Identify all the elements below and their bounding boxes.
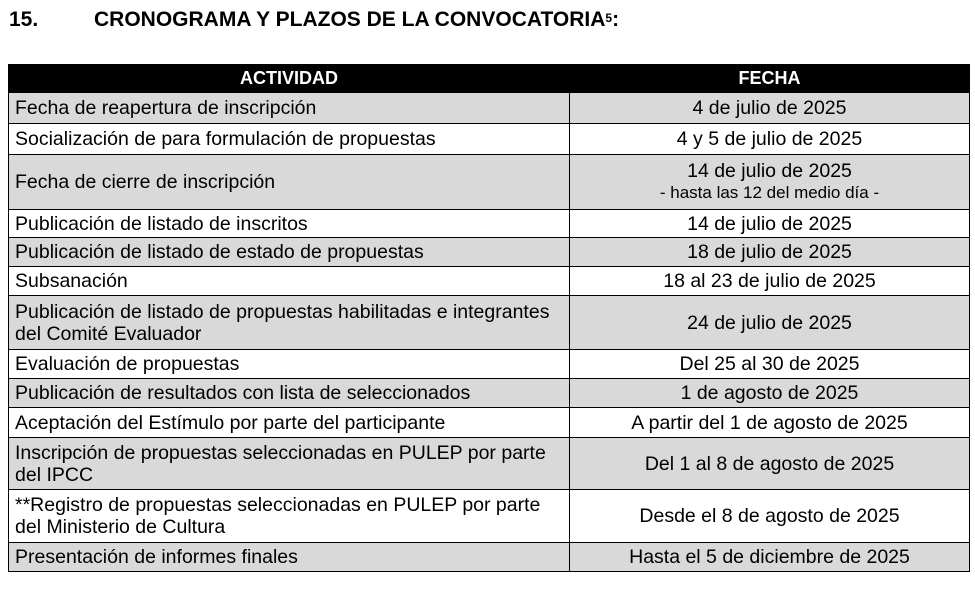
table-row — [9, 543, 970, 572]
table-row — [9, 155, 970, 210]
table-row — [9, 124, 970, 155]
section-heading — [9, 5, 619, 35]
header-fecha: FECHA — [570, 65, 970, 93]
actividad-cell: Inscripción de propuestas seleccionadas en PULEP por parte del IPCC — [9, 438, 570, 490]
table-row — [9, 267, 970, 296]
actividad-cell: Socialización de para formulación de propuestas — [9, 124, 570, 155]
section-title: CRONOGRAMA Y PLAZOS DE LA CONVOCATORIA — [94, 8, 606, 31]
fecha-cell: 4 y 5 de julio de 2025 — [570, 124, 970, 155]
table-row — [9, 296, 970, 350]
table-row — [9, 93, 970, 124]
section-number: 15. — [9, 8, 39, 31]
actividad-cell: Publicación de resultados con lista de seleccionados — [9, 379, 570, 408]
actividad-cell: Subsanación — [9, 267, 570, 296]
heading-colon: : — [612, 8, 620, 31]
actividad-cell: Publicación de listado de propuestas habilitadas e integrantes del Comité Evaluador — [9, 296, 570, 350]
actividad-cell: Fecha de cierre de inscripción — [9, 155, 570, 210]
fecha-cell: 18 de julio de 2025 — [570, 238, 970, 267]
actividad-cell: Evaluación de propuestas — [9, 350, 570, 379]
actividad-cell: Fecha de reapertura de inscripción — [9, 93, 570, 124]
header-actividad: ACTIVIDAD — [9, 65, 570, 93]
actividad-cell: Publicación de listado de estado de propuestas — [9, 238, 570, 267]
actividad-cell: **Registro de propuestas seleccionadas en PULEP por parte del Ministerio de Cultura — [9, 490, 570, 543]
table-row — [9, 350, 970, 379]
fecha-cell: Del 1 al 8 de agosto de 2025 — [570, 438, 970, 490]
schedule-table — [8, 64, 970, 572]
fecha-cell: 4 de julio de 2025 — [570, 93, 970, 124]
fecha-cell: 18 al 23 de julio de 2025 — [570, 267, 970, 296]
fecha-cell: A partir del 1 de agosto de 2025 — [570, 408, 970, 438]
fecha-note: - hasta las 12 del medio día - — [659, 183, 880, 202]
fecha-cell: 1 de agosto de 2025 — [570, 379, 970, 408]
table-row — [9, 490, 970, 543]
table-header-row — [9, 65, 970, 93]
actividad-cell: Publicación de listado de inscritos — [9, 210, 570, 238]
table-row — [9, 438, 970, 490]
fecha-date: 14 de julio de 2025 — [687, 160, 852, 182]
table-row — [9, 408, 970, 438]
fecha-cell: 14 de julio de 2025 — [570, 210, 970, 238]
fecha-cell: Desde el 8 de agosto de 2025 — [570, 490, 970, 543]
footnote-marker: 5 — [605, 11, 613, 25]
table-row — [9, 238, 970, 267]
table-row — [9, 379, 970, 408]
fecha-cell: 24 de julio de 2025 — [570, 296, 970, 350]
fecha-cell: Del 25 al 30 de 2025 — [570, 350, 970, 379]
actividad-cell: Aceptación del Estímulo por parte del participante — [9, 408, 570, 438]
fecha-cell — [570, 155, 970, 210]
table-row — [9, 210, 970, 238]
actividad-cell: Presentación de informes finales — [9, 543, 570, 572]
fecha-cell: Hasta el 5 de diciembre de 2025 — [570, 543, 970, 572]
